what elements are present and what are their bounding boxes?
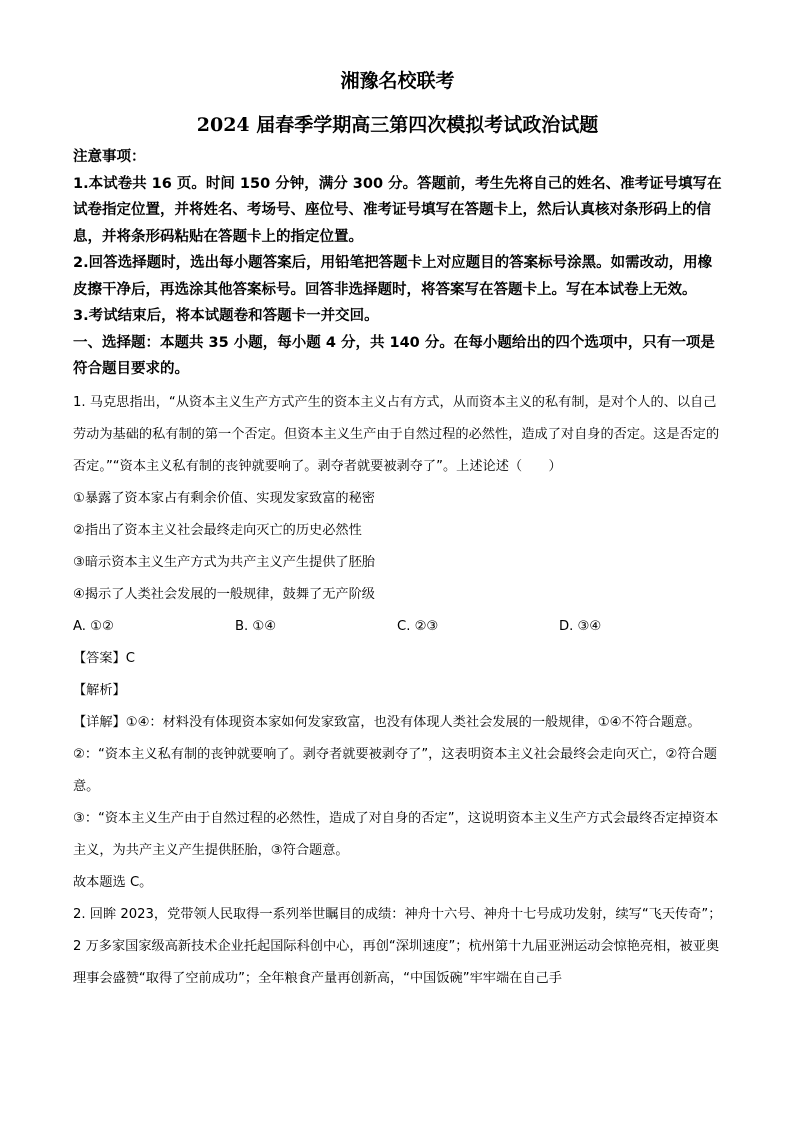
school-name: 湘豫名校联考 xyxy=(340,70,455,92)
section-heading: 一、选择题：本题共 35 小题，每小题 4 分，共 140 分。在每小题给出的四个选项中，只有一项是符合题目要求的。 xyxy=(73,334,715,377)
q1-option-d: D. ③④ xyxy=(559,618,602,634)
q1-option-a: A. ①② xyxy=(73,618,114,634)
q2-stem: 2. 回眸 2023，党带领人民取得一系列举世瞩目的成绩：神舟十六号、神舟十七号成功发射，续写“飞天传奇”；2 万多家国家级高新技术企业托起国际科创中心，再创“深圳速度”；杭州第十九届亚洲运动会惊艳亮相，被亚奥理事会盛赞“取得了空前成功”；全年粮食产量再创新高，“中国饭碗”牢牢端在自己手 xyxy=(73,906,722,986)
q1-statement-4: ④揭示了人类社会发展的一般规律，鼓舞了无产阶级 xyxy=(73,586,375,602)
question-2 xyxy=(73,899,722,995)
q1-statement-3: ③暗示资本主义生产方式为共产主义产生提供了胚胎 xyxy=(73,554,375,570)
notice-block xyxy=(73,144,722,330)
notice-heading: 注意事项： xyxy=(73,149,146,165)
q1-statement-1: ①暴露了资本家占有剩余价值、实现发家致富的秘密 xyxy=(73,490,375,506)
notice-item-3: 3.考试结束后，将本试题卷和答题卡一并交回。 xyxy=(73,308,379,324)
q1-statement-2: ②指出了资本主义社会最终走向灭亡的历史必然性 xyxy=(73,522,362,538)
q1-detail-1: 【详解】①④：材料没有体现资本家如何发家致富，也没有体现人类社会发展的一般规律，①④不符合题意。 xyxy=(73,714,701,730)
notice-item-2: 2.回答选择题时，选出每小题答案后，用铅笔把答题卡上对应题目的答案标号涂黑。如需改动，用橡皮擦干净后，再选涂其他答案标号。回答非选择题时，将答案写在答题卡上。写在本试卷上无效。 xyxy=(73,255,713,298)
question-1 xyxy=(73,387,722,899)
q1-analysis-label: 【解析】 xyxy=(73,682,126,698)
q1-options xyxy=(73,611,722,643)
q1-stem: 1. 马克思指出，“从资本主义生产方式产生的资本主义占有方式，从而资本主义的私有制，是对个人的、以自己劳动为基础的私有制的第一个否定。但资本主义生产由于自然过程的必然性，造成了对自身的否定。这是否定的否定。”“资本主义私有制的丧钟就要响了。剥夺者就要被剥夺了”。上述论述（ ） xyxy=(73,394,720,474)
q1-option-c: C. ②③ xyxy=(397,618,439,634)
q1-conclusion: 故本题选 C。 xyxy=(73,874,153,890)
q1-answer: 【答案】C xyxy=(73,650,135,666)
q1-detail-2: ②：“资本主义私有制的丧钟就要响了。剥夺者就要被剥夺了”，这表明资本主义社会最终会走向灭亡，②符合题意。 xyxy=(73,746,717,794)
q1-option-b: B. ①④ xyxy=(235,618,277,634)
notice-item-1: 1.本试卷共 16 页。时间 150 分钟，满分 300 分。答题前，考生先将自己的姓名、准考证号填写在试卷指定位置，并将姓名、考场号、座位号、准考证号填写在答题卡上，然后认真核对条形码上的信息，并将条形码粘贴在答题卡上的指定位置。 xyxy=(73,175,722,245)
exam-title: 2024 届春季学期高三第四次模拟考试政治试题 xyxy=(196,114,599,136)
q1-detail-3: ③：“资本主义生产由于自然过程的必然性，造成了对自身的否定”，这说明资本主义生产方式会最终否定掉资本主义，为共产主义产生提供胚胎，③符合题意。 xyxy=(73,810,719,858)
